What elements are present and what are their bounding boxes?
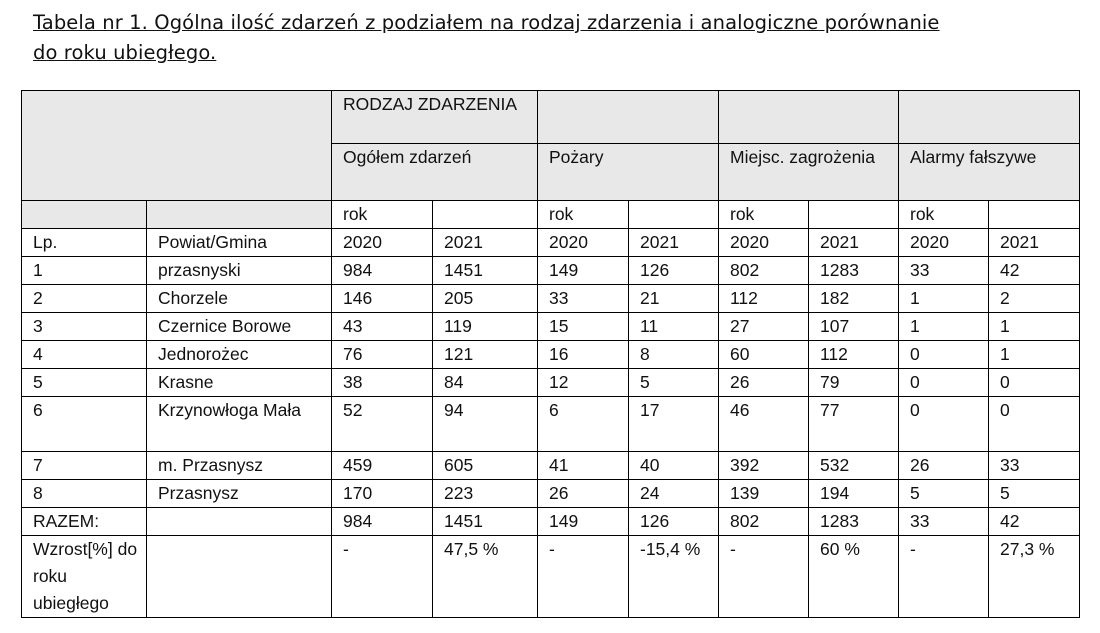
row-value: 26 (899, 452, 989, 480)
row-gmina-name: Chorzele (147, 285, 332, 313)
row-value: 194 (809, 480, 899, 508)
row-value: 41 (538, 452, 629, 480)
rok-label: rok (538, 201, 629, 229)
total-value: 126 (629, 508, 719, 536)
header-blank-cell (899, 91, 1080, 144)
total-value: 42 (989, 508, 1080, 536)
row-value: 1 (989, 341, 1080, 369)
header-blank-cell (147, 201, 332, 229)
row-value: 33 (899, 257, 989, 285)
row-value: 16 (538, 341, 629, 369)
row-lp: 3 (22, 313, 147, 341)
row-value: 6 (538, 397, 629, 452)
row-gmina-name: Przasnysz (147, 480, 332, 508)
row-value: 17 (629, 397, 719, 452)
table-row (22, 313, 1080, 341)
row-value: 170 (332, 480, 433, 508)
row-gmina-name: Krzynowłoga Mała (147, 397, 332, 452)
total-value: 33 (899, 508, 989, 536)
year-header: 2020 (719, 229, 809, 257)
row-value: 392 (719, 452, 809, 480)
row-value: 1 (989, 313, 1080, 341)
row-value: 121 (433, 341, 538, 369)
table-row (22, 257, 1080, 285)
row-value: 94 (433, 397, 538, 452)
row-value: 119 (433, 313, 538, 341)
year-header: 2020 (538, 229, 629, 257)
category-header: Ogółem zdarzeń (332, 144, 538, 201)
group-header-text: RODZAJ ZDARZENIA (343, 94, 518, 114)
table-row (22, 341, 1080, 369)
year-header: 2021 (629, 229, 719, 257)
growth-label: Wzrost[%] do roku ubiegłego (22, 536, 147, 618)
growth-value: 47,5 % (433, 536, 538, 618)
growth-value: -15,4 % (629, 536, 719, 618)
row-gmina-name: przasnyski (147, 257, 332, 285)
header-blank-cell (22, 201, 147, 229)
row-value: 2 (989, 285, 1080, 313)
row-value: 1 (899, 285, 989, 313)
row-lp: 6 (22, 397, 147, 452)
row-value: 42 (989, 257, 1080, 285)
row-lp: 1 (22, 257, 147, 285)
row-value: 5 (629, 369, 719, 397)
row-value: 1 (899, 313, 989, 341)
rok-label: rok (719, 201, 809, 229)
row-value: 11 (629, 313, 719, 341)
header-blank-cell (719, 91, 899, 144)
row-value: 1451 (433, 257, 538, 285)
row-value: 112 (719, 285, 809, 313)
growth-value: 60 % (809, 536, 899, 618)
row-value: 21 (629, 285, 719, 313)
row-value: 12 (538, 369, 629, 397)
row-value: 77 (809, 397, 899, 452)
row-value: 40 (629, 452, 719, 480)
lp-header: Lp. (22, 229, 147, 257)
row-lp: 5 (22, 369, 147, 397)
growth-value: 27,3 % (989, 536, 1080, 618)
year-header: 2020 (332, 229, 433, 257)
row-value: 984 (332, 257, 433, 285)
table-row (22, 369, 1080, 397)
header-row-years (22, 229, 1080, 257)
header-blank-cell (538, 91, 719, 144)
row-value: 0 (899, 397, 989, 452)
row-value: 205 (433, 285, 538, 313)
row-value: 5 (899, 480, 989, 508)
row-value: 0 (989, 397, 1080, 452)
growth-value: - (899, 536, 989, 618)
growth-blank-cell (147, 536, 332, 618)
row-lp: 4 (22, 341, 147, 369)
row-value: 223 (433, 480, 538, 508)
row-value: 0 (899, 341, 989, 369)
header-blank-cell (809, 201, 899, 229)
year-header: 2021 (809, 229, 899, 257)
total-value: 984 (332, 508, 433, 536)
growth-value: - (332, 536, 433, 618)
gmina-header: Powiat/Gmina (147, 229, 332, 257)
rok-label: rok (899, 201, 989, 229)
row-value: 5 (989, 480, 1080, 508)
row-value: 84 (433, 369, 538, 397)
row-value: 52 (332, 397, 433, 452)
year-header: 2021 (433, 229, 538, 257)
category-header: Alarmy fałszywe (899, 144, 1080, 201)
category-header: Pożary (538, 144, 719, 201)
row-lp: 8 (22, 480, 147, 508)
year-header: 2020 (899, 229, 989, 257)
row-value: 8 (629, 341, 719, 369)
data-rows (22, 257, 1080, 508)
growth-row (22, 536, 1080, 618)
row-value: 15 (538, 313, 629, 341)
table-row (22, 480, 1080, 508)
header-blank-cell (433, 201, 538, 229)
row-value: 146 (332, 285, 433, 313)
total-row (22, 508, 1080, 536)
row-value: 43 (332, 313, 433, 341)
row-value: 79 (809, 369, 899, 397)
row-value: 33 (989, 452, 1080, 480)
table-row (22, 285, 1080, 313)
total-blank-cell (147, 508, 332, 536)
total-value: 1283 (809, 508, 899, 536)
row-value: 1283 (809, 257, 899, 285)
row-value: 26 (719, 369, 809, 397)
row-value: 0 (899, 369, 989, 397)
header-blank-cell (989, 201, 1080, 229)
header-empty-cell (22, 91, 332, 201)
year-header: 2021 (989, 229, 1080, 257)
table-row (22, 452, 1080, 480)
header-row-group (22, 91, 1080, 144)
row-value: 76 (332, 341, 433, 369)
row-value: 46 (719, 397, 809, 452)
row-value: 107 (809, 313, 899, 341)
table-row (22, 397, 1080, 452)
row-value: 605 (433, 452, 538, 480)
total-value: 802 (719, 508, 809, 536)
category-header: Miejsc. zagrożenia (719, 144, 899, 201)
row-gmina-name: m. Przasnysz (147, 452, 332, 480)
row-value: 126 (629, 257, 719, 285)
row-value: 459 (332, 452, 433, 480)
total-label: RAZEM: (22, 508, 147, 536)
row-value: 60 (719, 341, 809, 369)
row-value: 38 (332, 369, 433, 397)
incidents-table (21, 90, 1080, 618)
row-value: 182 (809, 285, 899, 313)
row-value: 27 (719, 313, 809, 341)
growth-value: - (719, 536, 809, 618)
row-lp: 7 (22, 452, 147, 480)
total-value: 149 (538, 508, 629, 536)
table-caption (33, 8, 1083, 68)
caption-line-1: Tabela nr 1. Ogólna ilość zdarzeń z podziałem na rodzaj zdarzenia i analogiczne porównanie (33, 11, 940, 34)
row-value: 33 (538, 285, 629, 313)
row-value: 149 (538, 257, 629, 285)
growth-value: - (538, 536, 629, 618)
rok-label: rok (332, 201, 433, 229)
caption-line-2: do roku ubiegłego. (33, 41, 217, 64)
row-value: 139 (719, 480, 809, 508)
total-value: 1451 (433, 508, 538, 536)
row-lp: 2 (22, 285, 147, 313)
row-value: 0 (989, 369, 1080, 397)
row-gmina-name: Czernice Borowe (147, 313, 332, 341)
row-value: 802 (719, 257, 809, 285)
row-gmina-name: Jednorożec (147, 341, 332, 369)
row-value: 112 (809, 341, 899, 369)
row-value: 532 (809, 452, 899, 480)
row-value: 26 (538, 480, 629, 508)
row-value: 24 (629, 480, 719, 508)
header-blank-cell (629, 201, 719, 229)
header-row-rok (22, 201, 1080, 229)
row-gmina-name: Krasne (147, 369, 332, 397)
group-header-cell (332, 91, 538, 144)
